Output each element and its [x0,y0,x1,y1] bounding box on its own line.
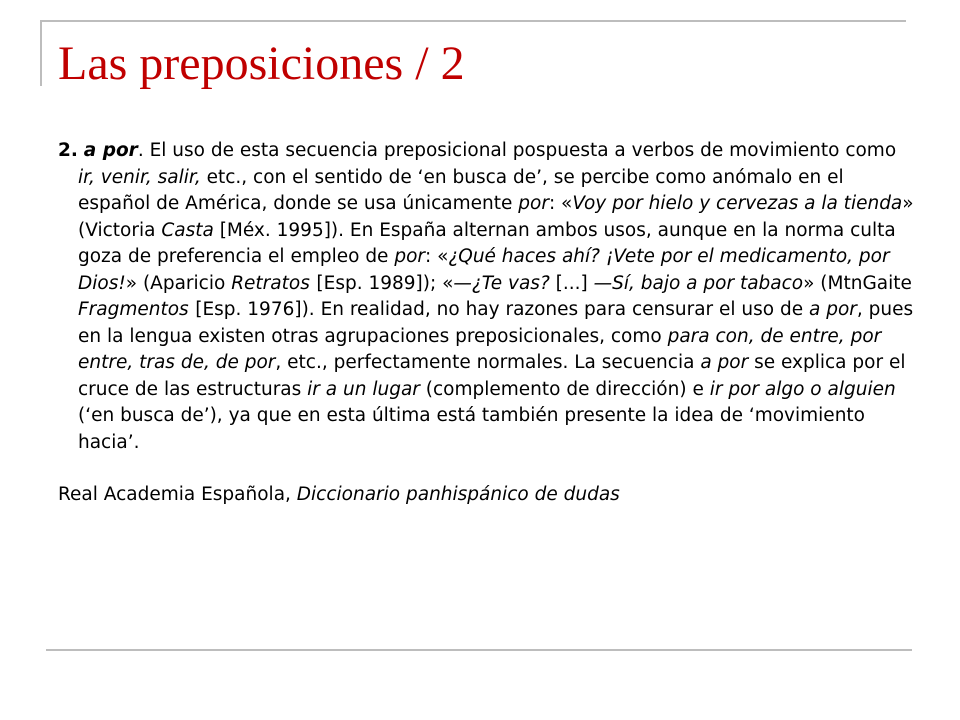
term-por: por [394,246,425,267]
example-quote: Voy por hielo y cervezas a la tienda [572,193,903,214]
entry-text: : « [548,193,573,214]
entry-text: , etc., perfectamente normales. La secuencia [275,352,701,373]
entry-text: etc., con el sentido de ‘en busca de’, se percibe como anómalo en el español de América, donde se usa únicamente [78,166,844,214]
example-quote: —¿Te vas? [453,272,550,294]
cited-work: Retratos [231,272,310,294]
bottom-rule [46,649,912,651]
prepositional-groups: para con, de entre, por entre, tras de, de por [78,325,882,373]
example-quote: ¿Qué haces ahí? ¡Vete por el medicamento, por Dios! [78,246,890,294]
entry-text: , pues en la lengua existen otras agrupaciones preposicionales, como [78,299,914,347]
entry-text: » (Aparicio [125,272,232,294]
entry-text: : « [425,246,449,267]
cited-work: Fragmentos [78,299,189,320]
term-a-por: a por [809,299,857,320]
entry-text: (complemento de dirección) e [419,378,710,400]
example-quote: —Sí, bajo a por tabaco [593,272,804,294]
slide-title: Las preposiciones / 2 [58,37,465,90]
entry-headword: a por [83,140,138,161]
entry-text: » (Victoria [78,193,914,241]
structure-term: ir por algo o alguien [709,378,896,400]
top-rule [40,20,906,22]
term-por: por [518,193,549,214]
slide-body [58,138,918,509]
entry-text: [Méx. 1995]). En España alternan ambos usos, aunque en la norma culta goza de preferencia el empleo de [78,219,896,267]
left-rule [40,20,42,86]
entry-text: . El uso de esta secuencia preposicional pospuesta a verbos de movimiento como [137,140,897,161]
entry-text: (‘en busca de’), ya que en esta última está también presente la idea de ‘movimiento hacia’. [78,405,865,453]
source-publisher: Real Academia Española, [58,484,297,505]
source-work: Diccionario panhispánico de dudas [296,484,620,505]
structure-term: ir a un lugar [307,378,420,400]
entry-text: se explica por el cruce de las estructuras [78,352,906,400]
term-a-por: a por [700,352,749,373]
entry-text: [...] [549,272,594,294]
entry-number: 2. [58,140,78,161]
entry-text: » (MtnGaite [803,272,912,294]
entry-text: [Esp. 1976]). En realidad, no hay razones para censurar el uso de [189,299,810,320]
example-verbs: ir, venir, salir, [78,166,201,188]
source-citation [58,482,918,509]
entry-text: [Esp. 1989]); « [310,272,454,294]
cited-work: Casta [161,219,214,241]
dictionary-entry [58,138,918,456]
